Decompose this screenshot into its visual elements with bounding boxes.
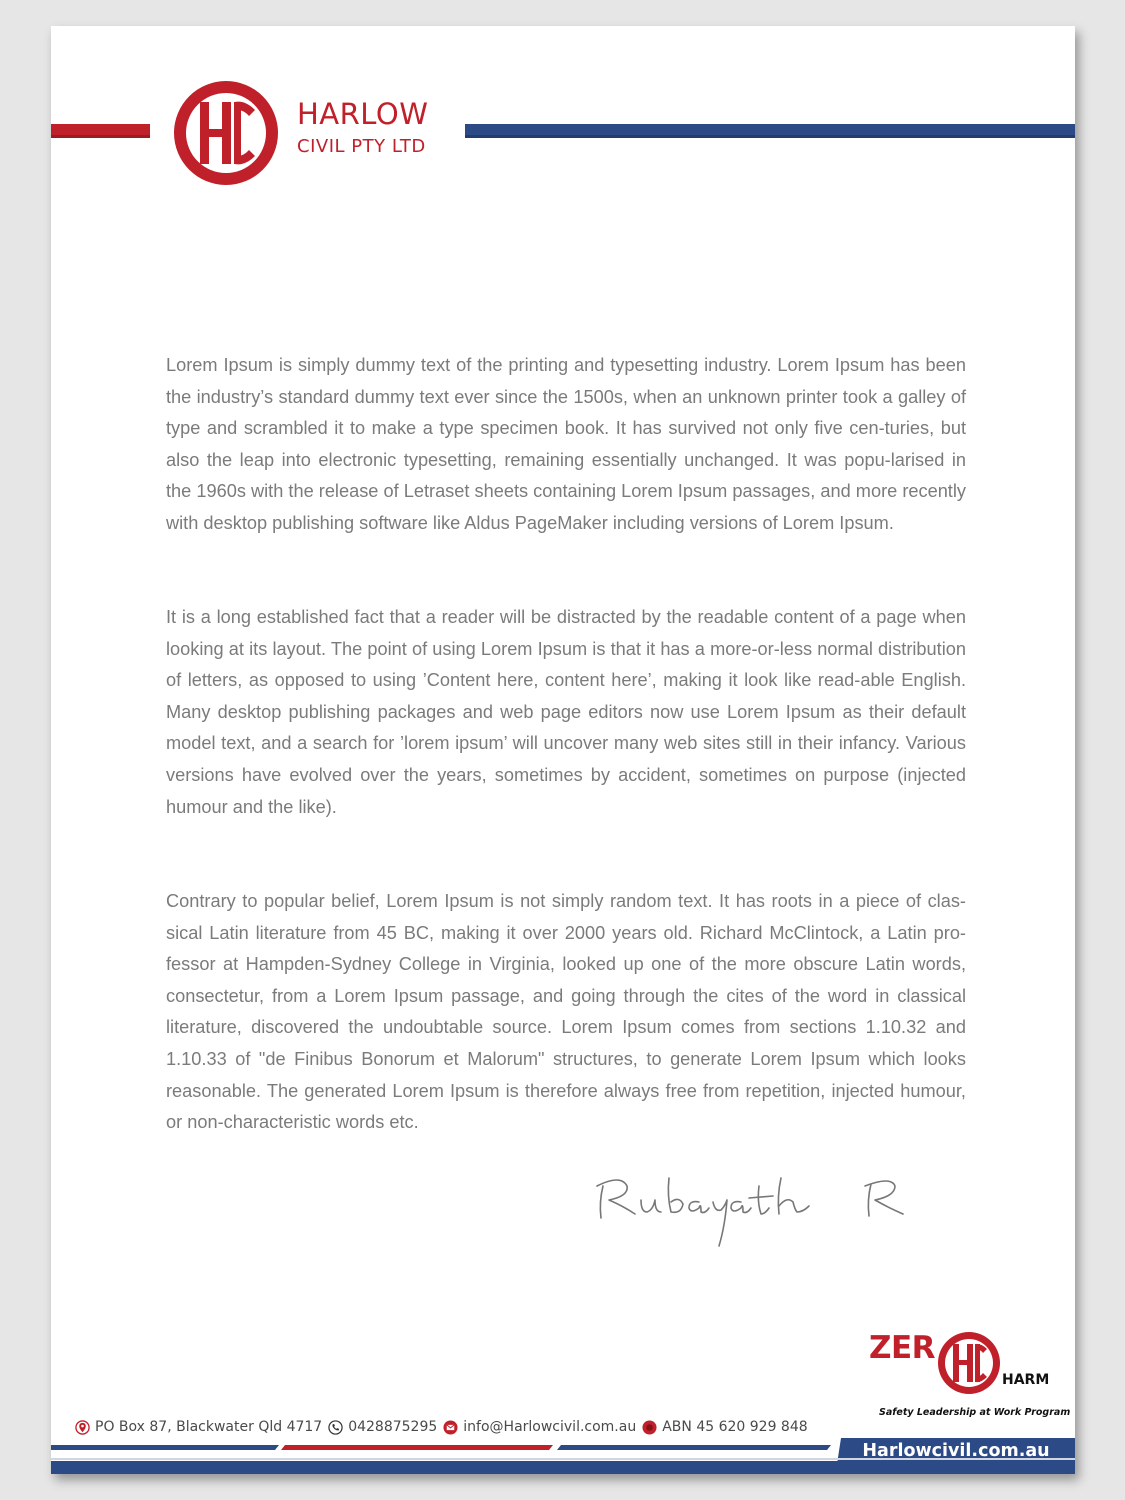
footer-contact-row xyxy=(75,1416,814,1438)
zero-harm-zer: ZER xyxy=(869,1330,936,1366)
header-red-bar xyxy=(51,124,150,138)
handwritten-signature xyxy=(591,1143,951,1236)
email-icon xyxy=(443,1420,458,1435)
zero-harm-hc-mark xyxy=(937,1331,1001,1395)
footer-address xyxy=(75,1419,322,1435)
body-paragraph-1: Lorem Ipsum is simply dummy text of the printing and typesetting industry. Lorem Ipsum has been the industry’s standard dummy text ever since the 1500s, when an unknown printer took a galley of type and scrambled it to make a type specimen book. It has survived not only five cen-turies, but also the leap into electronic typesetting, remaining essentially unchanged. It was popu-larised in the 1960s with the release of Letraset sheets containing Lorem Ipsum passages, and more recently with desktop publishing software like Aldus PageMaker including versions of Lorem Ipsum. xyxy=(166,355,966,533)
company-subtitle: CIVIL PTY LTD xyxy=(297,136,426,157)
company-name: HARLOW xyxy=(297,97,429,131)
zero-harm-badge xyxy=(861,1330,1071,1431)
footer-website[interactable]: Harlowcivil.com.au xyxy=(862,1441,1050,1461)
company-logo-mark xyxy=(173,80,279,186)
letterhead-page xyxy=(51,26,1075,1474)
footer-email-text: info@Harlowcivil.com.au xyxy=(463,1419,637,1435)
footer-phone-text: 0428875295 xyxy=(348,1419,438,1435)
location-pin-icon xyxy=(75,1420,90,1435)
footer-address-text: PO Box 87, Blackwater Qld 4717 xyxy=(95,1419,323,1435)
footer-email xyxy=(443,1419,636,1435)
body-paragraph-3: Contrary to popular belief, Lorem Ipsum is not simply random text. It has roots in a piece of clas-sical Latin literature from 45 BC, making it over 2000 years old. Richard McClintock, a Latin pro-fessor at Hampden-Sydney College in Virginia, looked up one of the more obscure Latin words, consectetur, from a Lorem Ipsum passage, and going through the cites of the word in classical literature, discovered the undoubtable source. Lorem Ipsum comes from sections 1.10.32 and 1.10.33 of "de Finibus Bonorum et Malorum" structures, to generate Lorem Ipsum which looks reasonable. The generated Lorem Ipsum is therefore always free from repetition, injected humour, or non-characteristic words etc. xyxy=(166,891,966,1133)
body-paragraph-2: It is a long established fact that a reader will be distracted by the readable content of a page when looking at its layout. The point of using Lorem Ipsum is that it has a more-or-less normal distribution of letters, as opposed to using ’Content here, content here’, making it look like read-able English. Many desktop publishing packages and web page editors now use Lorem Ipsum as their default model text, and a search for ’lorem ipsum’ will uncover many web sites still in their infancy. Various versions have evolved over the years, sometimes by accident, sometimes on purpose (injected humour and the like). xyxy=(166,607,966,817)
footer-abn xyxy=(642,1419,807,1435)
header-blue-bar xyxy=(465,124,1075,138)
abn-dot-icon xyxy=(642,1420,657,1435)
footer-phone xyxy=(328,1419,437,1435)
zero-harm-harm: HARM xyxy=(1002,1372,1050,1388)
zero-harm-tagline: Safety Leadership at Work Program xyxy=(879,1407,1071,1418)
signature-text: Rubayath R xyxy=(591,1143,676,1160)
phone-icon xyxy=(328,1420,343,1435)
footer-abn-text: ABN 45 620 929 848 xyxy=(662,1419,808,1435)
